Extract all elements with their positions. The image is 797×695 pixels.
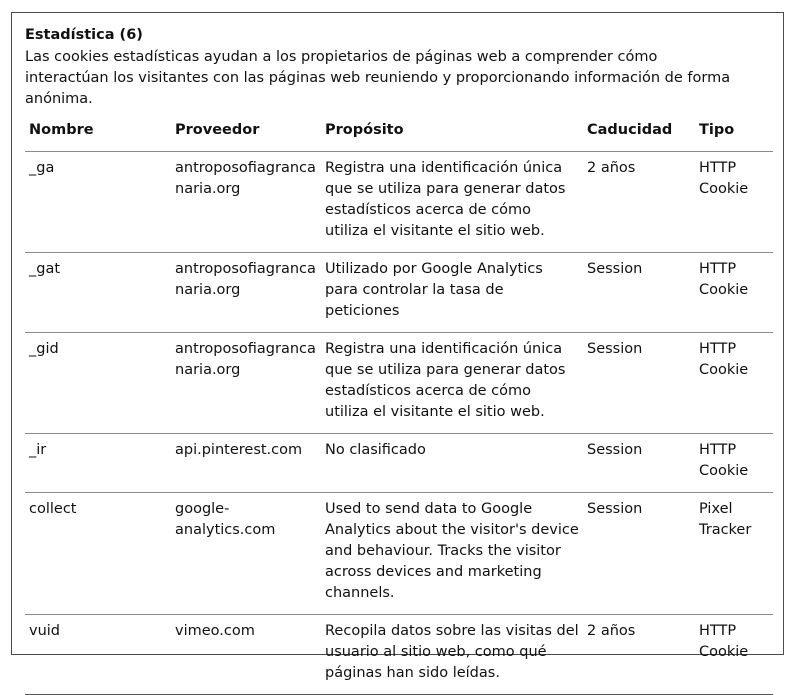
cell-provider: antroposofiagrancanaria.org [171, 333, 321, 434]
cell-type: HTTP Cookie [695, 615, 773, 695]
cell-type: HTTP Cookie [695, 434, 773, 493]
cell-type: HTTP Cookie [695, 253, 773, 333]
cell-name: _ir [25, 434, 171, 493]
cell-name: _gat [25, 253, 171, 333]
cell-purpose: Registra una identificación única que se utiliza para generar datos estadísticos acerca de cómo utiliza el visitante el sitio web. [321, 152, 583, 253]
cell-purpose: Utilizado por Google Analytics para controlar la tasa de peticiones [321, 253, 583, 333]
cell-purpose: No clasificado [321, 434, 583, 493]
header-expiry: Caducidad [583, 109, 695, 152]
header-purpose: Propósito [321, 109, 583, 152]
cell-expiry: 2 años [583, 615, 695, 695]
cell-expiry: Session [583, 253, 695, 333]
cell-type: HTTP Cookie [695, 333, 773, 434]
cell-provider: google-analytics.com [171, 493, 321, 615]
cell-name: _ga [25, 152, 171, 253]
cell-expiry: Session [583, 434, 695, 493]
table-row [25, 333, 773, 434]
cell-purpose: Registra una identificación única que se utiliza para generar datos estadísticos acerca de cómo utiliza el visitante el sitio web. [321, 333, 583, 434]
cookie-table [25, 109, 773, 695]
cell-provider: antroposofiagrancanaria.org [171, 253, 321, 333]
cell-name: vuid [25, 615, 171, 695]
cell-provider: antroposofiagrancanaria.org [171, 152, 321, 253]
section-description: Las cookies estadísticas ayudan a los propietarios de páginas web a comprender cómo interactúan los visitantes con las páginas web reuniendo y proporcionando información de forma anónima. [25, 49, 731, 107]
cell-purpose: Used to send data to Google Analytics about the visitor's device and behaviour. Tracks the visitor across devices and marketing channels. [321, 493, 583, 615]
cell-provider: api.pinterest.com [171, 434, 321, 493]
cell-expiry: Session [583, 333, 695, 434]
section-title: Estadística (6) [25, 27, 143, 43]
cell-type: HTTP Cookie [695, 152, 773, 253]
cell-expiry: 2 años [583, 152, 695, 253]
table-row [25, 493, 773, 615]
cell-name: collect [25, 493, 171, 615]
header-type: Tipo [695, 109, 773, 152]
table-row [25, 152, 773, 253]
table-row [25, 253, 773, 333]
table-row [25, 615, 773, 695]
cell-purpose: Recopila datos sobre las visitas del usuario al sitio web, como qué páginas han sido leídas. [321, 615, 583, 695]
cell-name: _gid [25, 333, 171, 434]
cell-type: Pixel Tracker [695, 493, 773, 615]
cookie-category-panel [11, 12, 784, 681]
table-header-row [25, 109, 773, 152]
header-name: Nombre [25, 109, 171, 152]
header-provider: Proveedor [171, 109, 321, 152]
cell-expiry: Session [583, 493, 695, 615]
cell-provider: vimeo.com [171, 615, 321, 695]
table-row [25, 434, 773, 493]
